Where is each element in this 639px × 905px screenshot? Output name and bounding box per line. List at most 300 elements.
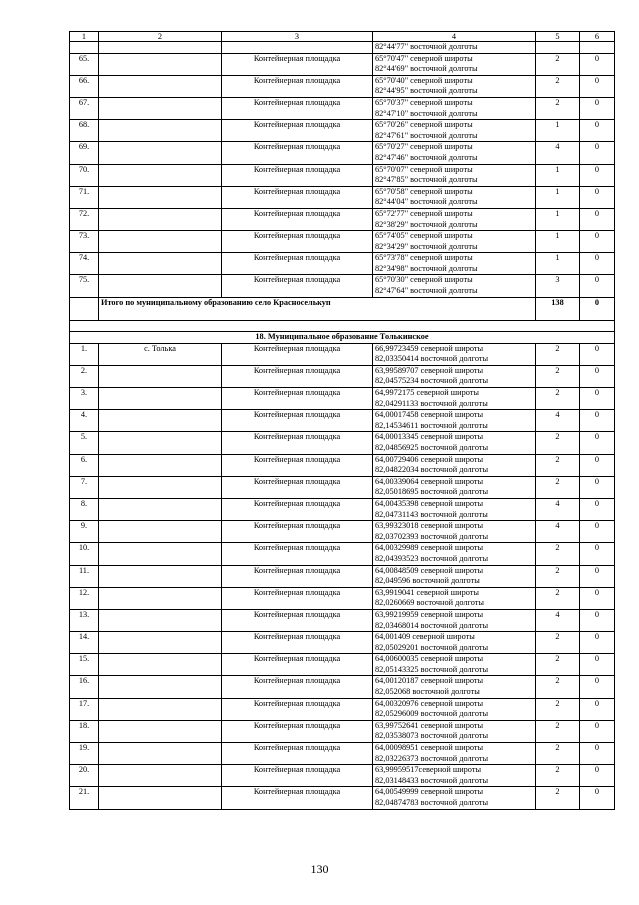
table-row [70,97,615,119]
row-number: 14. [70,632,99,654]
site-type: Контейнерная площадка [222,743,373,765]
coordinates [373,743,536,765]
longitude: 82°47'85" восточной долготы [375,175,478,185]
latitude: 64,001409 северной широты [375,632,475,642]
container-count: 4 [536,521,580,543]
coordinates [373,142,536,164]
container-count: 2 [536,365,580,387]
locality [99,253,222,275]
locality [99,720,222,742]
locality [99,365,222,387]
container-count: 1 [536,164,580,186]
site-type: Контейнерная площадка [222,787,373,809]
container-count: 2 [536,565,580,587]
cell-empty [536,42,580,54]
locality [99,521,222,543]
table-row [70,498,615,520]
column-6-value: 0 [580,476,615,498]
site-type: Контейнерная площадка [222,765,373,787]
table-row [70,164,615,186]
container-sites-table [69,31,615,810]
row-number: 69. [70,142,99,164]
table-row [70,120,615,142]
row-number: 12. [70,587,99,609]
container-count: 2 [536,543,580,565]
coordinates [373,97,536,119]
site-type: Контейнерная площадка [222,698,373,720]
container-count: 2 [536,632,580,654]
row-number: 7. [70,476,99,498]
container-count: 2 [536,743,580,765]
coordinates [373,164,536,186]
latitude: 65°72'77" северной широты [375,208,473,218]
locality [99,432,222,454]
total-column-6: 0 [580,297,615,320]
latitude: 65°74'05" северной широты [375,231,473,241]
column-6-value: 0 [580,388,615,410]
table-row [70,186,615,208]
container-count: 2 [536,698,580,720]
row-number: 6. [70,454,99,476]
container-count: 2 [536,432,580,454]
longitude: 82,052068 восточной долготы [375,687,480,697]
table-row [70,587,615,609]
latitude: 64,00013345 северной широты [375,432,484,442]
row-number: 67. [70,97,99,119]
row-number: 13. [70,609,99,631]
site-type: Контейнерная площадка [222,75,373,97]
row-number: 17. [70,698,99,720]
column-6-value: 0 [580,365,615,387]
site-type: Контейнерная площадка [222,142,373,164]
latitude: 63,9919041 северной широты [375,587,479,597]
container-count: 1 [536,253,580,275]
table-row [70,208,615,230]
container-count: 2 [536,787,580,809]
table-row [70,343,615,365]
locality [99,565,222,587]
longitude: 82,04822034 восточной долготы [375,465,489,475]
coordinates [373,120,536,142]
row-number: 10. [70,543,99,565]
column-number: 3 [222,32,373,42]
coordinates [373,365,536,387]
locality [99,142,222,164]
latitude: 64,00320976 северной широты [375,698,484,708]
locality [99,632,222,654]
latitude: 65°70'27" северной широты [375,142,473,152]
locality [99,186,222,208]
container-count: 2 [536,53,580,75]
container-count: 2 [536,720,580,742]
container-count: 2 [536,388,580,410]
column-6-value: 0 [580,698,615,720]
container-count: 2 [536,476,580,498]
column-number-row [70,32,615,42]
locality [99,275,222,297]
longitude: 82,04856925 восточной долготы [375,443,489,452]
locality [99,543,222,565]
row-number: 11. [70,565,99,587]
row-number: 9. [70,521,99,543]
column-6-value: 0 [580,164,615,186]
longitude: 82°34'29" восточной долготы [375,241,478,251]
longitude: 82°44'69" восточной долготы [375,64,478,74]
coordinates [373,186,536,208]
locality [99,698,222,720]
longitude: 82,04393523 восточной долготы [375,553,489,563]
locality: с. Толька [99,343,222,365]
column-6-value: 0 [580,120,615,142]
column-6-value: 0 [580,632,615,654]
container-count: 4 [536,142,580,164]
column-6-value: 0 [580,343,615,365]
latitude: 65°70'26" северной широты [375,120,473,130]
locality [99,476,222,498]
column-6-value: 0 [580,454,615,476]
site-type: Контейнерная площадка [222,454,373,476]
row-number: 66. [70,75,99,97]
latitude: 63,99959517северной широты [375,765,482,775]
site-type: Контейнерная площадка [222,97,373,119]
coordinates [373,231,536,253]
container-count: 4 [536,609,580,631]
table-row [70,365,615,387]
table-row [70,142,615,164]
latitude: 64,00120187 северной широты [375,676,484,686]
coordinates [373,454,536,476]
longitude: 82,0260669 восточной долготы [375,598,484,608]
coordinates [373,476,536,498]
locality [99,676,222,698]
longitude: 82°44'04" восточной долготы [375,197,478,207]
locality [99,765,222,787]
column-6-value: 0 [580,53,615,75]
coordinates [373,676,536,698]
row-number: 71. [70,186,99,208]
table-row [70,787,615,809]
longitude: 82,03468014 восточной долготы [375,620,489,630]
longitude: 82,14534611 восточной долготы [375,420,488,430]
cell-empty [580,42,615,54]
site-type: Контейнерная площадка [222,654,373,676]
latitude: 63,99323018 северной широты [375,521,484,531]
column-6-value: 0 [580,720,615,742]
carryover-coordinate: 82°44'77" восточной долготы [373,42,536,54]
row-number: 15. [70,654,99,676]
carryover-row [70,42,615,54]
site-type: Контейнерная площадка [222,521,373,543]
latitude: 64,00848509 северной широты [375,565,484,575]
coordinates [373,432,536,454]
longitude: 82,05296009 восточной долготы [375,709,489,719]
coordinates [373,698,536,720]
table-row [70,454,615,476]
longitude: 82,03702393 восточной долготы [375,531,489,541]
column-6-value: 0 [580,432,615,454]
table-row [70,253,615,275]
longitude: 82,04874783 восточной долготы [375,798,489,807]
container-count: 2 [536,454,580,476]
longitude: 82,03538073 восточной долготы [375,731,489,741]
container-count: 2 [536,75,580,97]
total-row [70,297,615,320]
table-row [70,476,615,498]
container-count: 1 [536,231,580,253]
column-6-value: 0 [580,231,615,253]
latitude: 64,9972175 северной широты [375,388,479,398]
latitude: 63,99752641 северной широты [375,720,484,730]
container-count: 2 [536,765,580,787]
table-row [70,676,615,698]
table-row [70,275,615,297]
row-number: 2. [70,365,99,387]
table-row [70,388,615,410]
table-row [70,632,615,654]
container-count: 2 [536,587,580,609]
coordinates [373,720,536,742]
coordinates [373,275,536,297]
container-count: 2 [536,676,580,698]
latitude: 63,99219959 северной широты [375,609,484,619]
site-type: Контейнерная площадка [222,365,373,387]
column-6-value: 0 [580,410,615,432]
latitude: 65°70'58" северной широты [375,186,473,196]
locality [99,75,222,97]
coordinates [373,609,536,631]
table-row [70,765,615,787]
latitude: 64,00729406 северной широты [375,454,484,464]
cell-empty [70,42,99,54]
container-count: 2 [536,654,580,676]
latitude: 64,00329989 северной широты [375,543,484,553]
locality [99,388,222,410]
site-type: Контейнерная площадка [222,253,373,275]
site-type: Контейнерная площадка [222,275,373,297]
locality [99,164,222,186]
coordinates [373,632,536,654]
coordinates [373,565,536,587]
locality [99,231,222,253]
column-number: 6 [580,32,615,42]
latitude: 65°70'07" северной широты [375,164,473,174]
column-6-value: 0 [580,275,615,297]
table-row [70,521,615,543]
site-type: Контейнерная площадка [222,565,373,587]
coordinates [373,521,536,543]
column-6-value: 0 [580,676,615,698]
spacer-cell [70,320,615,331]
latitude: 65°73'78" северной широты [375,253,473,263]
locality [99,454,222,476]
site-type: Контейнерная площадка [222,632,373,654]
latitude: 64,00435398 северной широты [375,498,484,508]
site-type: Контейнерная площадка [222,432,373,454]
column-number: 1 [70,32,99,42]
locality [99,498,222,520]
longitude: 82°38'29" восточной долготы [375,219,478,229]
locality [99,587,222,609]
container-count: 1 [536,208,580,230]
locality [99,654,222,676]
container-count: 3 [536,275,580,297]
spacer-row [70,320,615,331]
column-6-value: 0 [580,498,615,520]
longitude: 82,03350414 восточной долготы [375,354,489,364]
latitude: 65°70'37" северной широты [375,97,473,107]
page-number: 130 [310,862,329,876]
column-6-value: 0 [580,609,615,631]
coordinates [373,654,536,676]
locality [99,208,222,230]
row-number: 8. [70,498,99,520]
table-row [70,609,615,631]
latitude: 63,99589707 северной широты [375,365,484,375]
table-row [70,75,615,97]
column-6-value: 0 [580,75,615,97]
site-type: Контейнерная площадка [222,543,373,565]
row-number: 16. [70,676,99,698]
column-6-value: 0 [580,521,615,543]
total-count: 138 [536,297,580,320]
table-row [70,53,615,75]
container-count: 4 [536,410,580,432]
longitude: 82,04291133 восточной долготы [375,398,488,408]
longitude: 82,04731143 восточной долготы [375,509,488,519]
locality [99,787,222,809]
site-type: Контейнерная площадка [222,343,373,365]
row-number: 21. [70,787,99,809]
column-6-value: 0 [580,743,615,765]
row-number: 74. [70,253,99,275]
column-6-value: 0 [580,253,615,275]
column-6-value: 0 [580,97,615,119]
column-number: 4 [373,32,536,42]
table-body [70,32,615,810]
site-type: Контейнерная площадка [222,410,373,432]
longitude: 82°47'10" восточной долготы [375,108,478,118]
coordinates [373,75,536,97]
row-number: 3. [70,388,99,410]
locality [99,743,222,765]
table-row [70,231,615,253]
column-6-value: 0 [580,565,615,587]
coordinates [373,253,536,275]
locality [99,120,222,142]
table-row [70,432,615,454]
coordinates [373,53,536,75]
row-number: 73. [70,231,99,253]
table-row [70,698,615,720]
longitude: 82,04575234 восточной долготы [375,376,489,386]
longitude: 82,05029201 восточной долготы [375,642,489,652]
coordinates [373,388,536,410]
latitude: 64,00017458 северной широты [375,410,484,420]
longitude: 82,05143325 восточной долготы [375,664,489,674]
locality [99,97,222,119]
site-type: Контейнерная площадка [222,609,373,631]
row-number: 19. [70,743,99,765]
table-row [70,743,615,765]
coordinates [373,765,536,787]
column-6-value: 0 [580,543,615,565]
coordinates [373,410,536,432]
row-number: 75. [70,275,99,297]
latitude: 66,99723459 северной широты [375,343,484,353]
container-count: 2 [536,97,580,119]
row-number: 65. [70,53,99,75]
column-number: 5 [536,32,580,42]
longitude: 82°34'98" восточной долготы [375,263,478,273]
longitude: 82,05018695 восточной долготы [375,487,489,497]
row-number: 72. [70,208,99,230]
column-number: 2 [99,32,222,42]
table-row [70,654,615,676]
site-type: Контейнерная площадка [222,587,373,609]
row-number: 70. [70,164,99,186]
container-count: 4 [536,498,580,520]
site-type: Контейнерная площадка [222,720,373,742]
longitude: 82,03226373 восточной долготы [375,753,489,763]
coordinates [373,787,536,809]
site-type: Контейнерная площадка [222,120,373,142]
row-number: 1. [70,343,99,365]
container-count: 1 [536,120,580,142]
site-type: Контейнерная площадка [222,208,373,230]
container-count: 1 [536,186,580,208]
latitude: 64,00600035 северной широты [375,654,484,664]
column-6-value: 0 [580,787,615,809]
column-6-value: 0 [580,765,615,787]
site-type: Контейнерная площадка [222,476,373,498]
table-row [70,543,615,565]
column-6-value: 0 [580,142,615,164]
locality [99,609,222,631]
site-type: Контейнерная площадка [222,388,373,410]
longitude: 82°47'46" восточной долготы [375,152,478,162]
coordinates [373,543,536,565]
column-6-value: 0 [580,208,615,230]
longitude: 82°47'61" восточной долготы [375,130,478,140]
site-type: Контейнерная площадка [222,676,373,698]
total-label: Итого по муниципальному образованию село Красноселькуп [99,297,536,320]
cell-empty [222,42,373,54]
locality [99,410,222,432]
latitude: 65°70'40" северной широты [375,75,473,85]
longitude: 82,03148433 восточной долготы [375,775,489,785]
section-header-row [70,331,615,343]
container-count: 2 [536,343,580,365]
row-number: 4. [70,410,99,432]
cell-empty [70,297,99,320]
site-type: Контейнерная площадка [222,231,373,253]
site-type: Контейнерная площадка [222,164,373,186]
column-6-value: 0 [580,654,615,676]
longitude: 82,049596 восточной долготы [375,576,480,586]
column-6-value: 0 [580,587,615,609]
cell-empty [99,42,222,54]
latitude: 65°70'30" северной широты [375,275,473,285]
longitude: 82°44'95" восточной долготы [375,86,478,96]
coordinates [373,343,536,365]
site-type: Контейнерная площадка [222,186,373,208]
row-number: 68. [70,120,99,142]
row-number: 5. [70,432,99,454]
latitude: 64,00098951 северной широты [375,743,484,753]
coordinates [373,587,536,609]
site-type: Контейнерная площадка [222,53,373,75]
latitude: 64,00549999 северной широты [375,787,484,797]
